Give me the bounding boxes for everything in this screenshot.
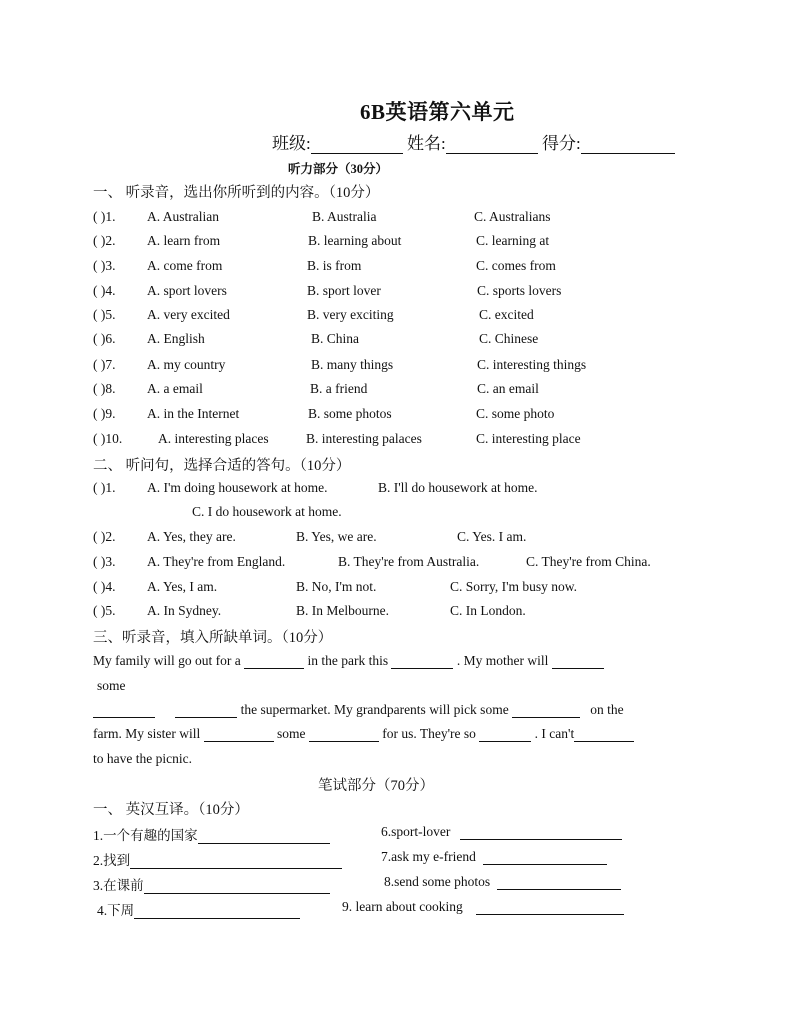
part1-q5-option-b: B. very exciting (307, 307, 394, 322)
translation-prompt: 7.ask my e-friend (381, 849, 476, 864)
written-header: 笔试部分（70分） (318, 778, 434, 794)
part2-q5-option-b: B. In Melbourne. (296, 603, 389, 618)
part1-heading: 一、 听录音，选出你所听到的内容。（10分） (93, 185, 380, 201)
part1-q6-option-b: B. China (311, 331, 360, 346)
part2-q4-option-c: C. Sorry, I'm busy now. (450, 579, 578, 594)
cloze-text: for us. They're so (382, 726, 476, 741)
part1-q7-option-b: B. many things (311, 357, 394, 372)
translation-answer-2[interactable] (130, 854, 342, 869)
cloze-text: the supermarket. My grandparents will pick some (240, 702, 509, 717)
score-field[interactable] (581, 135, 675, 154)
part1-q10-number: ( )10. (93, 431, 123, 446)
cloze-blank-8[interactable] (309, 727, 379, 742)
cloze-text: farm. My sister will (93, 726, 201, 741)
translation-answer-9[interactable] (476, 900, 624, 915)
part2-q5-option-c: C. In London. (450, 603, 526, 618)
page-title: 6B英语第六单元 (360, 100, 515, 124)
part1-q5-option-c: C. excited (479, 307, 534, 322)
translation-item-4 (97, 899, 300, 919)
cloze-text: . My mother will (456, 653, 549, 668)
part2-q3-option-b: B. They're from Australia. (338, 554, 480, 569)
part1-q3-option-c: C. comes from (476, 258, 556, 273)
class-label: 班级: (272, 134, 311, 153)
part1-q4-option-a: A. sport lovers (147, 283, 227, 298)
part1-q10-option-c: C. interesting place (476, 431, 581, 446)
part1-q10-option-a: A. interesting places (158, 431, 269, 446)
part1-q8-number: ( )8. (93, 381, 116, 396)
part1-q9-option-c: C. some photo (476, 406, 555, 421)
part1-q2-option-c: C. learning at (476, 233, 550, 248)
translation-answer-6[interactable] (460, 825, 622, 840)
part2-q5-number: ( )5. (93, 603, 116, 618)
translation-prompt: 9. learn about cooking (342, 899, 463, 914)
part2-q2-option-a: A. Yes, they are. (147, 529, 236, 544)
part1-q9-option-b: B. some photos (308, 406, 392, 421)
translation-item-3 (93, 874, 330, 894)
cloze-blank-5[interactable] (175, 703, 237, 718)
translation-prompt: 4.下周 (97, 903, 135, 918)
translation-answer-3[interactable] (144, 879, 330, 894)
cloze-text: My family will go out for a (93, 653, 241, 668)
part2-q1-number: ( )1. (93, 480, 116, 495)
translation-item-6 (381, 824, 622, 840)
part1-q4-number: ( )4. (93, 283, 116, 298)
part1-q3-number: ( )3. (93, 258, 116, 273)
part2-q2-number: ( )2. (93, 529, 116, 544)
score-label: 得分: (541, 134, 581, 153)
student-info-line (272, 129, 675, 154)
translation-answer-8[interactable] (497, 875, 621, 890)
cloze-text: some (277, 726, 306, 741)
part1-q1-number: ( )1. (93, 209, 116, 224)
part1-q2-option-a: A. learn from (147, 233, 221, 248)
part1-q4-option-b: B. sport lover (307, 283, 381, 298)
cloze-line-1 (93, 653, 604, 669)
translation-item-9 (342, 899, 624, 915)
cloze-blank-1[interactable] (244, 654, 304, 669)
part1-q6-option-c: C. Chinese (479, 331, 539, 346)
part2-q5-option-a: A. In Sydney. (147, 603, 222, 618)
cloze-blank-3[interactable] (552, 654, 604, 669)
part4-heading: 一、 英汉互译。（10分） (93, 802, 249, 818)
part1-q1-option-a: A. Australian (147, 209, 219, 224)
translation-item-1 (93, 824, 330, 844)
part1-q6-option-a: A. English (147, 331, 205, 346)
part1-q8-option-c: C. an email (477, 381, 539, 396)
part1-q9-number: ( )9. (93, 406, 116, 421)
part2-q2-option-c: C. Yes. I am. (457, 529, 527, 544)
part2-q4-option-b: B. No, I'm not. (296, 579, 377, 594)
part2-q2-option-b: B. Yes, we are. (296, 529, 377, 544)
part2-q4-number: ( )4. (93, 579, 116, 594)
listening-header: 听力部分（30分） (288, 162, 389, 176)
part1-q1-option-b: B. Australia (312, 209, 377, 224)
cloze-blank-9[interactable] (479, 727, 531, 742)
cloze-line-3 (93, 726, 634, 742)
part1-q3-option-a: A. come from (147, 258, 223, 273)
part1-q7-option-c: C. interesting things (477, 357, 587, 372)
translation-item-8 (384, 874, 621, 890)
part3-heading: 三、听录音，填入所缺单词。（10分） (93, 630, 333, 646)
part1-q2-number: ( )2. (93, 233, 116, 248)
part1-q7-number: ( )7. (93, 357, 116, 372)
translation-prompt: 6.sport-lover (381, 824, 451, 839)
cloze-blank-4[interactable] (93, 703, 155, 718)
cloze-blank-6[interactable] (512, 703, 580, 718)
part2-heading: 二、 听问句，选择合适的答句。（10分） (93, 458, 351, 474)
part1-q4-option-c: C. sports lovers (477, 283, 562, 298)
cloze-text: on the (590, 702, 624, 717)
part2-q1-option-b: B. I'll do housework at home. (378, 480, 538, 495)
name-field[interactable] (446, 135, 538, 154)
part1-q5-number: ( )5. (93, 307, 116, 322)
class-field[interactable] (311, 135, 403, 154)
translation-answer-7[interactable] (483, 850, 607, 865)
cloze-blank-7[interactable] (204, 727, 274, 742)
part2-q4-option-a: A. Yes, I am. (147, 579, 218, 594)
translation-item-7 (381, 849, 607, 865)
part1-q10-option-b: B. interesting palaces (306, 431, 422, 446)
cloze-blank-2[interactable] (391, 654, 453, 669)
part1-q8-option-a: A. a email (147, 381, 203, 396)
part1-q7-option-a: A. my country (147, 357, 226, 372)
translation-answer-4[interactable] (134, 904, 300, 919)
part2-q1-option-c: C. I do housework at home. (192, 504, 342, 519)
translation-prompt: 3.在课前 (93, 878, 144, 893)
part1-q3-option-b: B. is from (307, 258, 362, 273)
part2-q3-number: ( )3. (93, 554, 116, 569)
translation-answer-1[interactable] (198, 829, 330, 844)
cloze-text: some (97, 678, 126, 693)
translation-prompt: 2.找到 (93, 853, 131, 868)
translation-item-2 (93, 849, 342, 869)
part1-q2-option-b: B. learning about (308, 233, 402, 248)
cloze-text: to have the picnic. (93, 751, 192, 766)
part2-q3-option-c: C. They're from China. (526, 554, 651, 569)
part2-q3-option-a: A. They're from England. (147, 554, 286, 569)
part1-q5-option-a: A. very excited (147, 307, 230, 322)
part1-q1-option-c: C. Australians (474, 209, 551, 224)
cloze-line-2 (93, 702, 624, 718)
cloze-text: in the park this (307, 653, 389, 668)
name-label: 姓名: (406, 134, 446, 153)
cloze-blank-10[interactable] (574, 727, 634, 742)
part2-q1-option-a: A. I'm doing housework at home. (147, 480, 328, 495)
translation-prompt: 8.send some photos (384, 874, 491, 889)
cloze-text: . I can't (534, 726, 575, 741)
translation-prompt: 1.一个有趣的国家 (93, 828, 198, 843)
part1-q9-option-a: A. in the Internet (147, 406, 240, 421)
part1-q8-option-b: B. a friend (310, 381, 368, 396)
part1-q6-number: ( )6. (93, 331, 116, 346)
